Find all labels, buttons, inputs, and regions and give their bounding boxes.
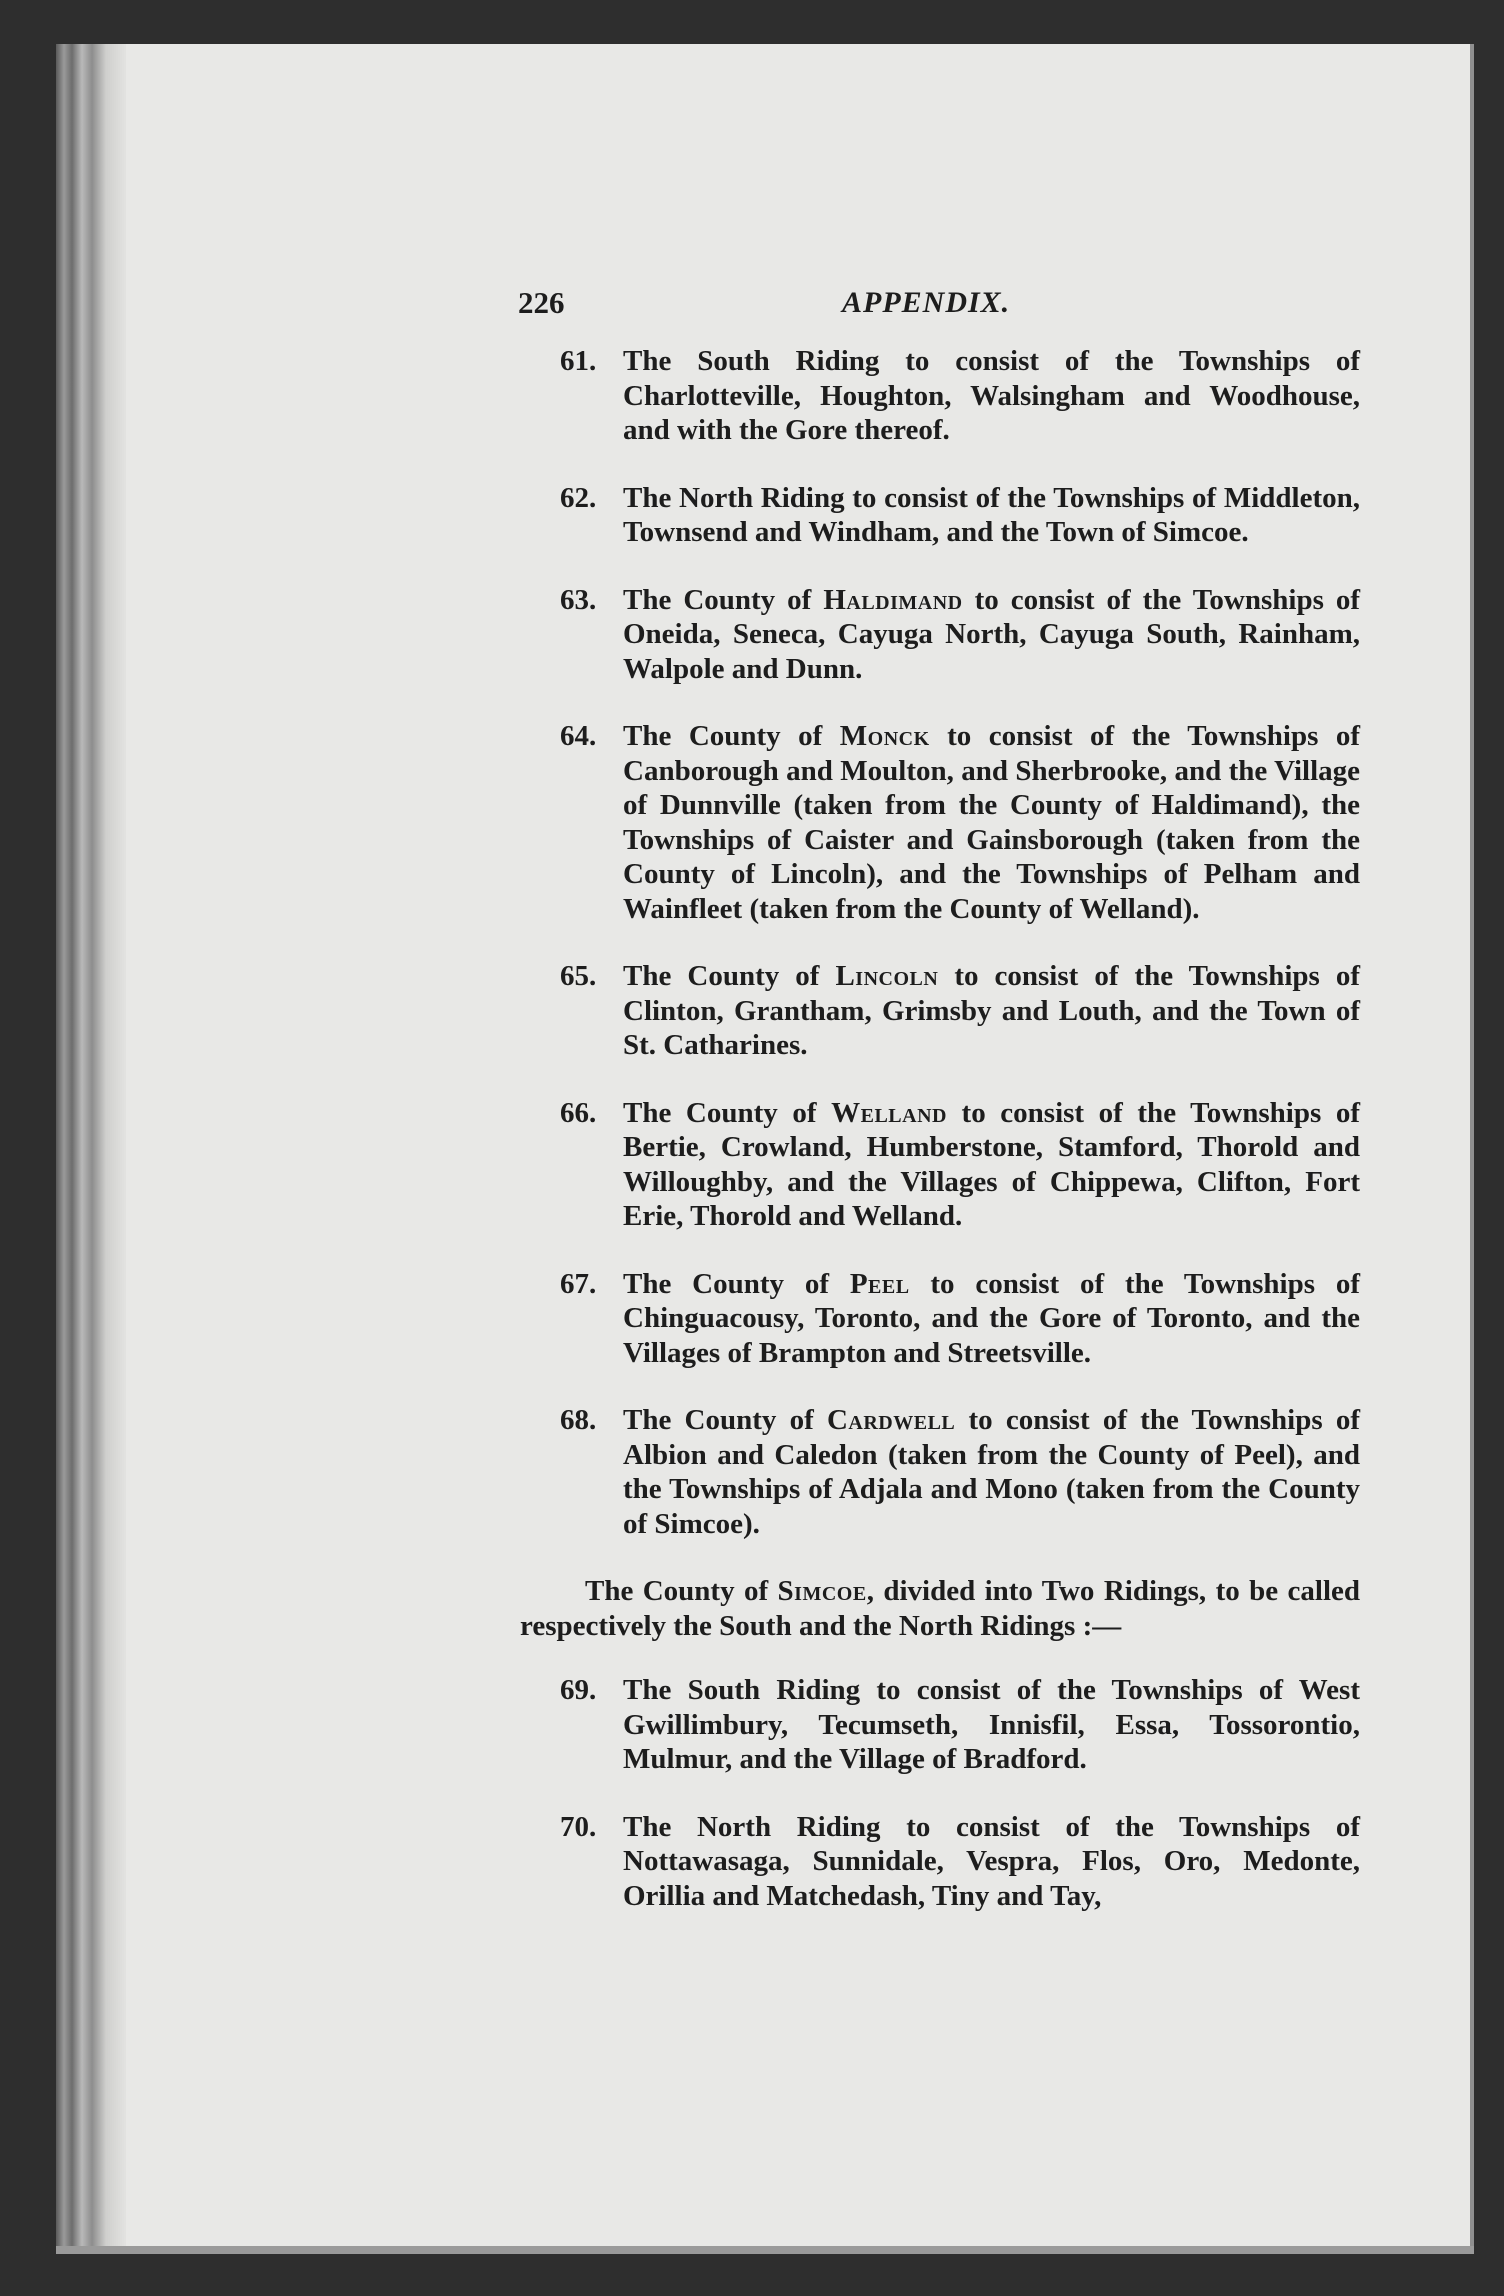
county-name: Monck (839, 720, 930, 752)
entry-number: 68. (560, 1404, 597, 1436)
entry-text-part: to consist of the Townships of Canborough and Moulton, and Sherbrooke, and the Village of Dunnville (taken from the County of Haldimand), the Townships of Caister and Gainsborough (taken from the County of Lincoln), and the Townships of Pelham and Wainfleet (taken from the County of Welland). (623, 720, 1361, 925)
page-header (520, 286, 1360, 326)
entry-number: 69. (560, 1674, 597, 1706)
entry-65 (520, 959, 1360, 1063)
entry-number: 63. (560, 583, 597, 616)
county-name: Welland (831, 1096, 947, 1129)
county-name: Haldimand (823, 583, 963, 616)
page-text (520, 286, 1360, 1913)
page-edges (56, 44, 126, 2252)
entry-64 (520, 719, 1360, 926)
entry-text (623, 959, 1360, 1063)
entry-text-part: The County of (623, 720, 840, 752)
page-number: 226 (518, 285, 565, 320)
entry-text-part: The North Riding to consist of the Townships of Middleton, Townsend and Windham, and the Town of Simcoe. (623, 481, 1360, 548)
entry-text-part: to consist of the Townships of Albion and Caledon (taken from the County of Peel), and the Townships of Adjala and Mono (taken from the County of Simcoe). (623, 1404, 1361, 1540)
entry-text (623, 1403, 1360, 1541)
entry-text (623, 344, 1360, 448)
entry-text-part: to consist of the Townships of Chinguacousy, Toronto, and the Gore of Toronto, and the Villages of Brampton and Streetsville. (623, 1267, 1361, 1369)
page-edge-bottom (56, 2246, 1474, 2254)
entry-text (623, 583, 1360, 687)
county-name: Lincoln (835, 960, 939, 992)
county-name: Peel (849, 1267, 910, 1300)
entry-text-part: to consist of the Townships of Oneida, Seneca, Cayuga North, Cayuga South, Rainham, Walpole and Dunn. (623, 583, 1361, 685)
running-head: APPENDIX. (842, 286, 1011, 319)
entry-number: 65. (560, 960, 597, 992)
entry-text (623, 719, 1360, 926)
simcoe-intro-paragraph (520, 1574, 1360, 1643)
entry-67 (520, 1267, 1360, 1371)
entry-61 (520, 344, 1360, 448)
entry-number: 64. (560, 720, 597, 752)
paragraph-text-part: , divided into Two Ridings, to be called respectively the South and the North Ridings :— (520, 1575, 1360, 1642)
entry-text-part: The County of (623, 960, 836, 992)
entry-text-part: The South Riding to consist of the Townships of Charlotteville, Houghton, Walsingham and Woodhouse, and with the Gore thereof. (623, 345, 1360, 446)
entry-number: 61. (560, 345, 597, 377)
entry-number: 67. (560, 1267, 597, 1300)
paragraph-text-part: The County of (585, 1575, 778, 1607)
entry-62 (520, 481, 1360, 550)
entry-number: 66. (560, 1096, 597, 1129)
page-edge-right (1470, 44, 1474, 2252)
entry-text (623, 1267, 1360, 1371)
entry-text-part: to consist of the Townships of Bertie, Crowland, Humberstone, Stamford, Thorold and Willoughby, and the Villages of Chippewa, Clifton, Fort Erie, Thorold and Welland. (623, 1096, 1360, 1232)
entry-70 (520, 1810, 1360, 1914)
entry-text (623, 1096, 1360, 1234)
entry-text-part: The County of (623, 1096, 832, 1129)
entry-68 (520, 1403, 1360, 1541)
entry-63 (520, 583, 1360, 687)
entry-text-part: The North Riding to consist of the Townships of Nottawasaga, Sunnidale, Vespra, Flos, Oro, Medonte, Orillia and Matchedash, Tiny and Tay, (623, 1810, 1360, 1912)
entry-text-part: The County of (623, 1404, 827, 1436)
entry-69 (520, 1673, 1360, 1777)
entry-text (623, 481, 1360, 550)
entry-text (623, 1810, 1360, 1914)
entry-66 (520, 1096, 1360, 1234)
county-name: Cardwell (826, 1404, 956, 1436)
entry-text-part: The County of (623, 583, 824, 616)
entry-text-part: The County of (623, 1267, 850, 1300)
entry-number: 70. (560, 1810, 597, 1843)
county-name: Simcoe (777, 1575, 867, 1607)
entry-text-part: The South Riding to consist of the Townships of West Gwillimbury, Tecumseth, Innisfil, Essa, Tossorontio, Mulmur, and the Village of Bradford. (623, 1674, 1360, 1775)
entry-text-part: to consist of the Townships of Clinton, Grantham, Grimsby and Louth, and the Town of St. Catharines. (623, 960, 1361, 1061)
entry-text (623, 1673, 1360, 1777)
entry-number: 62. (560, 481, 597, 514)
